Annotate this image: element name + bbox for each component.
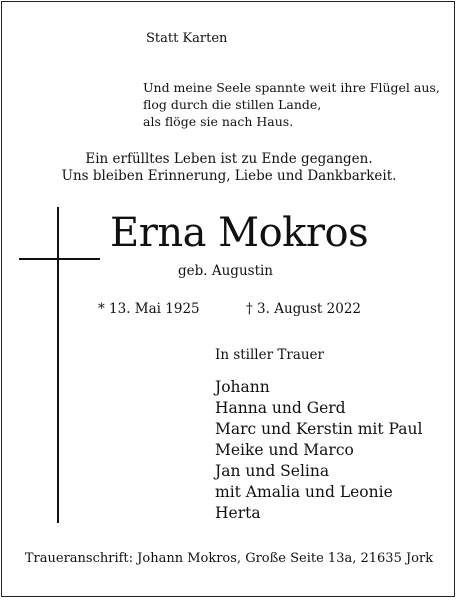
deceased-name: Erna Mokros [110, 210, 369, 256]
mourner-name: Johann [215, 378, 270, 396]
mourner-name: Meike und Marco [215, 441, 354, 459]
intro-text: Statt Karten [146, 31, 228, 46]
mourner-name: mit Amalia und Leonie [215, 483, 393, 501]
maiden-name: geb. Augustin [178, 263, 274, 279]
mourners-list [215, 377, 422, 524]
mourning-address: Traueranschrift: Johann Mokros, Große Seite 13a, 21635 Jork [24, 551, 434, 566]
mourner-name: Herta [215, 504, 261, 522]
mourner-name: Jan und Selina [215, 462, 330, 480]
poem-line: Und meine Seele spannte weit ihre Flügel aus, [143, 80, 440, 95]
tagline [0, 151, 458, 185]
poem-line: als flöge sie nach Haus. [143, 114, 294, 129]
mourning-heading: In stiller Trauer [215, 347, 325, 363]
cross-icon-horizontal [19, 258, 100, 260]
mourner-name: Marc und Kerstin mit Paul [215, 420, 423, 438]
cross-icon-vertical [57, 207, 59, 523]
death-date: † 3. August 2022 [246, 301, 361, 317]
mourner-name: Hanna und Gerd [215, 399, 346, 417]
tagline-line: Uns bleiben Erinnerung, Liebe und Dankbarkeit. [61, 168, 397, 184]
birth-date: * 13. Mai 1925 [98, 301, 200, 317]
tagline-line: Ein erfülltes Leben ist zu Ende gegangen. [85, 151, 373, 167]
poem [143, 79, 440, 130]
poem-line: flog durch die stillen Lande, [143, 97, 322, 112]
